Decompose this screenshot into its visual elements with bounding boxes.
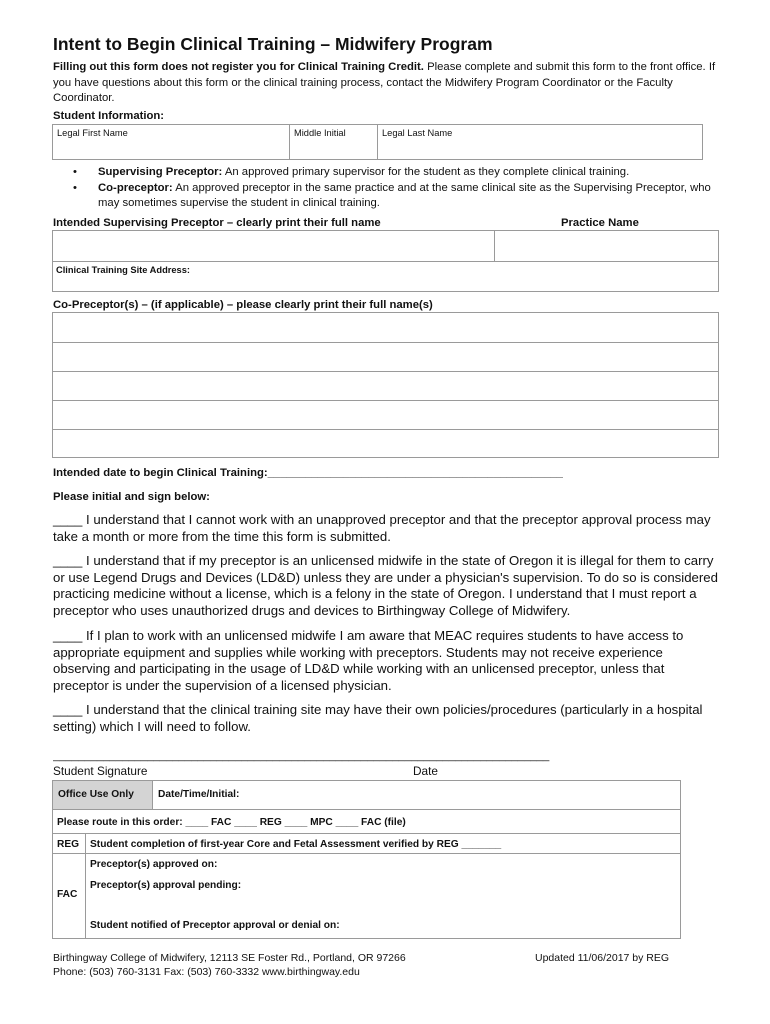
practice-name-field[interactable] xyxy=(495,231,718,261)
copreceptor-heading: Co-Preceptor(s) – (if applicable) – please clearly print their full name(s) xyxy=(53,299,433,311)
first-name-label: Legal First Name xyxy=(57,128,128,138)
definition-item xyxy=(73,165,713,181)
office-use-table xyxy=(52,780,681,939)
preceptor-pending-label: Preceptor(s) approval pending: xyxy=(90,880,242,891)
reg-verification-text: Student completion of first-year Core and Fetal Assessment verified by REG _______ xyxy=(90,839,502,850)
preceptor-approved-label: Preceptor(s) approved on: xyxy=(90,859,218,870)
fac-label: FAC xyxy=(57,889,78,900)
definition-text: An approved preceptor in the same practice and at the same clinical site as the Supervising Preceptor, who may sometimes supervise the student in clinical training. xyxy=(98,181,711,209)
statement-meac-equipment: ____ If I plan to work with an unlicensed midwife I am aware that MEAC requires students to have access to appropriate equipment and supplies while working with preceptors. Students may not receive experience observing and participating in the usage of LD&D while working with an unlicensed preceptor, unless that preceptor is under the supervision of a licensed physician. xyxy=(53,628,684,693)
statement-unapproved-preceptor: ____ I understand that I cannot work with an unapproved preceptor and that the preceptor approval process may take a month or more from the time this form is submitted. xyxy=(53,512,711,544)
copreceptor-name-field[interactable] xyxy=(53,372,718,400)
bullet-icon: • xyxy=(73,181,77,194)
date-time-initial-label: Date/Time/Initial: xyxy=(158,789,240,800)
middle-initial-field[interactable] xyxy=(290,125,377,159)
footer-phone: Phone: (503) 760-3131 Fax: (503) 760-3332 www.birthingway.edu xyxy=(53,966,360,978)
definitions-list xyxy=(73,165,713,212)
reg-label: REG xyxy=(57,839,80,850)
copreceptor-name-field[interactable] xyxy=(53,401,718,429)
site-address-label: Clinical Training Site Address: xyxy=(56,265,190,275)
copreceptor-table xyxy=(52,312,719,458)
intro-bold: Filling out this form does not register you for Clinical Training Credit. xyxy=(53,61,424,73)
bullet-icon: • xyxy=(73,166,77,178)
preceptor-heading: Intended Supervising Preceptor – clearly print their full name xyxy=(53,217,381,229)
page-title: Intent to Begin Clinical Training – Midwifery Program xyxy=(53,34,493,54)
preceptor-table xyxy=(52,230,719,292)
middle-initial-label: Middle Initial xyxy=(294,128,346,138)
site-address-field[interactable] xyxy=(53,262,718,291)
intro-paragraph xyxy=(53,60,718,107)
student-info-table xyxy=(52,124,703,160)
statement-legend-drugs: ____ I understand that if my preceptor is an unlicensed midwife in the state of Oregon it is illegal for them to carry or use Legend Drugs and Devices (LD&D) unless they are under a physician's supervision. To do so is considered practicing medicine without a license, which is a felony in the state of Oregon. I understand that I must report a preceptor who uses unauthorized drugs and devices to Birthingway College of Midwifery. xyxy=(53,553,718,618)
office-use-label: Office Use Only xyxy=(53,781,152,809)
signature-date-label: Date xyxy=(413,764,438,778)
definition-term: Supervising Preceptor: xyxy=(98,166,223,178)
student-signature-label: Student Signature xyxy=(53,764,148,778)
definition-text: An approved primary supervisor for the student as they complete clinical training. xyxy=(222,166,630,178)
last-name-label: Legal Last Name xyxy=(382,128,453,138)
practice-name-heading: Practice Name xyxy=(561,217,639,229)
footer-address: Birthingway College of Midwifery, 12113 SE Foster Rd., Portland, OR 97266 xyxy=(53,952,406,964)
footer-updated: Updated 11/06/2017 by REG xyxy=(535,952,670,964)
signature-line[interactable]: _______________________________________________________________________________ xyxy=(53,750,550,762)
route-order-text: Please route in this order: ____ FAC ____ REG ____ MPC ____ FAC (file) xyxy=(57,817,406,828)
intro-text: Please complete and submit this form to the front office. If you have questions about this form or the clinical training process, contact the Midwifery Program Coordinator or the Faculty Coordinator. xyxy=(53,61,716,104)
first-name-field[interactable] xyxy=(53,125,290,159)
copreceptor-name-field[interactable] xyxy=(53,430,718,458)
student-info-heading: Student Information: xyxy=(53,110,165,122)
statement-site-policies: ____ I understand that the clinical training site may have their own policies/procedures (particularly in a hospital setting) which I will need to follow. xyxy=(53,702,703,734)
initial-heading: Please initial and sign below: xyxy=(53,491,210,503)
copreceptor-name-field[interactable] xyxy=(53,343,718,371)
copreceptor-name-field[interactable] xyxy=(53,313,718,342)
definition-item xyxy=(73,181,713,212)
preceptor-name-field[interactable] xyxy=(53,231,494,261)
intended-date-field[interactable]: Intended date to begin Clinical Training:_______________________________________________ xyxy=(53,467,563,479)
student-notified-label: Student notified of Preceptor approval or denial on: xyxy=(90,920,340,931)
last-name-field[interactable] xyxy=(378,125,702,159)
definition-term: Co-preceptor: xyxy=(98,181,173,194)
